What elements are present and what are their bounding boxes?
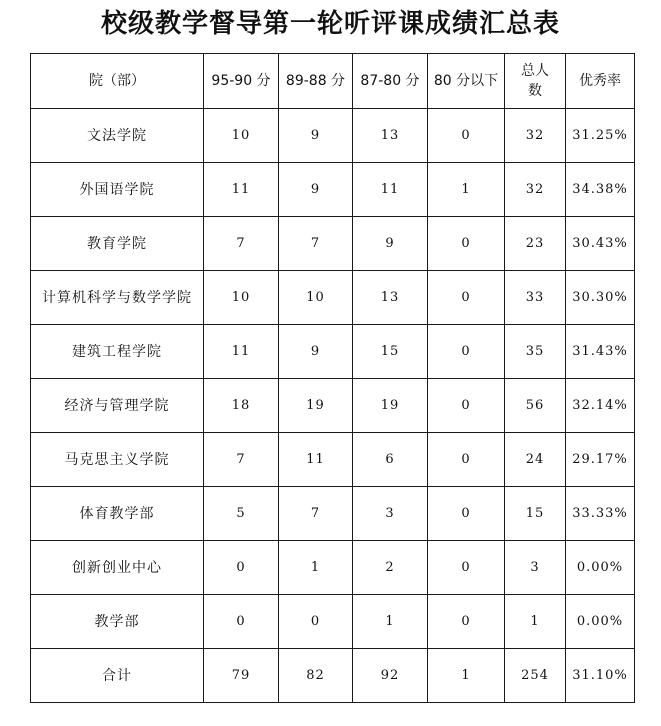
cell-score-95-90: 0: [204, 541, 279, 595]
header-score-89-88: 89-88 分: [279, 54, 353, 109]
table-row: [31, 325, 635, 379]
cell-score-95-90: 79: [204, 649, 279, 703]
header-score-87-80: 87-80 分: [353, 54, 428, 109]
cell-score-87-80: 13: [353, 271, 428, 325]
cell-score-87-80: 19: [353, 379, 428, 433]
cell-dept: 经济与管理学院: [31, 379, 204, 433]
cell-score-87-80: 3: [353, 487, 428, 541]
cell-score-87-80: 92: [353, 649, 428, 703]
cell-score-89-88: 7: [279, 487, 353, 541]
table-row: [31, 487, 635, 541]
cell-score-95-90: 10: [204, 271, 279, 325]
cell-total: 24: [505, 433, 566, 487]
cell-score-below-80: 0: [428, 109, 505, 163]
cell-score-95-90: 11: [204, 163, 279, 217]
cell-score-95-90: 7: [204, 433, 279, 487]
cell-score-87-80: 13: [353, 109, 428, 163]
page-title: 校级教学督导第一轮听评课成绩汇总表: [100, 9, 560, 39]
cell-excellence-rate: 31.43%: [566, 325, 635, 379]
summary-table: [30, 53, 635, 703]
header-excellence-rate: 优秀率: [566, 54, 635, 109]
cell-dept: 教学部: [31, 595, 204, 649]
cell-score-87-80: 1: [353, 595, 428, 649]
total-row: [31, 649, 635, 703]
cell-score-below-80: 0: [428, 271, 505, 325]
header-score-95-90: 95-90 分: [204, 54, 279, 109]
cell-excellence-rate: 30.43%: [566, 217, 635, 271]
cell-dept: 合计: [31, 649, 204, 703]
table-row: [31, 541, 635, 595]
cell-score-87-80: 15: [353, 325, 428, 379]
table-row: [31, 163, 635, 217]
cell-total: 32: [505, 109, 566, 163]
header-score-below-80: 80 分以下: [428, 54, 505, 109]
cell-score-89-88: 19: [279, 379, 353, 433]
header-dept: 院（部）: [31, 54, 204, 109]
cell-total: 32: [505, 163, 566, 217]
cell-total: 15: [505, 487, 566, 541]
cell-dept: 外国语学院: [31, 163, 204, 217]
cell-score-87-80: 6: [353, 433, 428, 487]
cell-total: 23: [505, 217, 566, 271]
cell-dept: 体育教学部: [31, 487, 204, 541]
cell-score-95-90: 7: [204, 217, 279, 271]
cell-score-89-88: 11: [279, 433, 353, 487]
header-total: [505, 54, 566, 109]
cell-score-89-88: 1: [279, 541, 353, 595]
cell-dept: 教育学院: [31, 217, 204, 271]
cell-score-95-90: 18: [204, 379, 279, 433]
header-total-line1: 总人: [521, 63, 549, 79]
cell-total: 35: [505, 325, 566, 379]
cell-score-87-80: 2: [353, 541, 428, 595]
cell-score-below-80: 0: [428, 595, 505, 649]
table-row: [31, 217, 635, 271]
cell-score-89-88: 9: [279, 109, 353, 163]
cell-score-89-88: 0: [279, 595, 353, 649]
cell-excellence-rate: 0.00%: [566, 541, 635, 595]
cell-score-89-88: 82: [279, 649, 353, 703]
cell-total: 3: [505, 541, 566, 595]
cell-excellence-rate: 0.00%: [566, 595, 635, 649]
cell-score-95-90: 0: [204, 595, 279, 649]
cell-excellence-rate: 31.25%: [566, 109, 635, 163]
table-header: [31, 54, 635, 109]
cell-score-89-88: 9: [279, 325, 353, 379]
cell-score-89-88: 7: [279, 217, 353, 271]
table-row: [31, 109, 635, 163]
cell-score-below-80: 0: [428, 433, 505, 487]
header-total-line2: 数: [528, 83, 542, 99]
cell-excellence-rate: 33.33%: [566, 487, 635, 541]
table-row: [31, 433, 635, 487]
cell-score-95-90: 11: [204, 325, 279, 379]
cell-score-89-88: 9: [279, 163, 353, 217]
table-row: [31, 595, 635, 649]
cell-dept: 创新创业中心: [31, 541, 204, 595]
cell-total: 1: [505, 595, 566, 649]
cell-score-below-80: 0: [428, 487, 505, 541]
cell-score-below-80: 1: [428, 649, 505, 703]
cell-dept: 建筑工程学院: [31, 325, 204, 379]
cell-total: 254: [505, 649, 566, 703]
cell-score-below-80: 0: [428, 325, 505, 379]
cell-total: 33: [505, 271, 566, 325]
cell-score-89-88: 10: [279, 271, 353, 325]
cell-dept: 马克思主义学院: [31, 433, 204, 487]
cell-excellence-rate: 30.30%: [566, 271, 635, 325]
cell-score-below-80: 0: [428, 379, 505, 433]
table-body: [31, 109, 635, 703]
cell-score-95-90: 5: [204, 487, 279, 541]
cell-total: 56: [505, 379, 566, 433]
cell-excellence-rate: 32.14%: [566, 379, 635, 433]
cell-score-95-90: 10: [204, 109, 279, 163]
cell-score-87-80: 11: [353, 163, 428, 217]
cell-excellence-rate: 29.17%: [566, 433, 635, 487]
table-row: [31, 271, 635, 325]
cell-excellence-rate: 31.10%: [566, 649, 635, 703]
cell-score-below-80: 0: [428, 541, 505, 595]
cell-score-below-80: 0: [428, 217, 505, 271]
header-row: [31, 54, 635, 109]
cell-dept: 文法学院: [31, 109, 204, 163]
table-row: [31, 379, 635, 433]
cell-dept: 计算机科学与数学学院: [31, 271, 204, 325]
cell-score-87-80: 9: [353, 217, 428, 271]
cell-score-below-80: 1: [428, 163, 505, 217]
cell-excellence-rate: 34.38%: [566, 163, 635, 217]
